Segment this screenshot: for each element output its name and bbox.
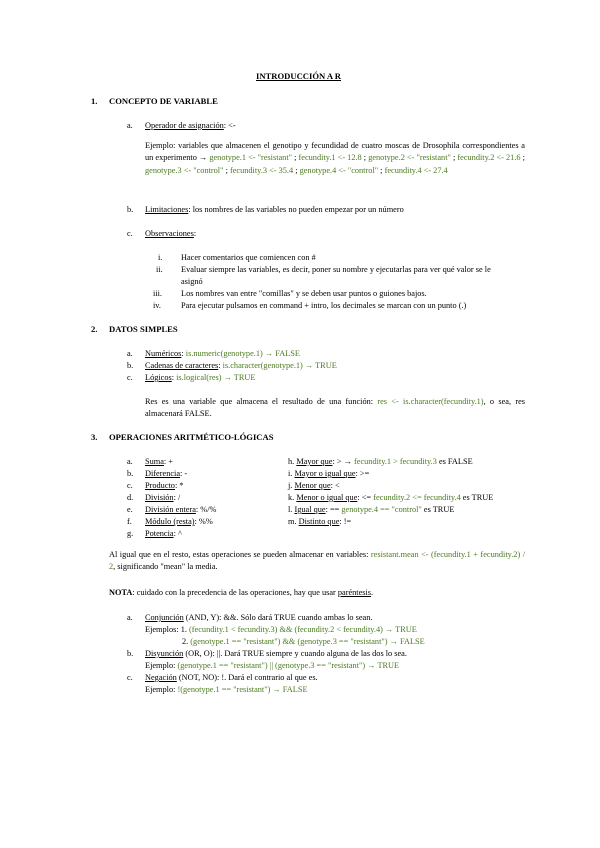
op-mayor-que: h. Mayor que: > → fecundity.1 > fecundity.3 es FALSE: [288, 457, 473, 466]
s1-item-c: Observaciones:: [145, 229, 197, 238]
logic-marker: a.: [127, 613, 133, 622]
s2-item-label: Lógicos: [145, 373, 172, 382]
op-menor-que: j. Menor que: <: [288, 481, 340, 490]
s2-item-marker: a.: [127, 349, 133, 358]
s1-item-b-rest: : los nombres de las variables no pueden empezar por un número: [188, 205, 404, 214]
section-1-title: CONCEPTO DE VARIABLE: [109, 96, 218, 106]
s1-item-b-marker: b.: [127, 205, 134, 214]
nota-label: NOTA: [109, 588, 133, 597]
section-3-title: OPERACIONES ARITMÉTICO-LÓGICAS: [109, 432, 274, 442]
op-division-entera: División entera: %/%: [145, 505, 217, 514]
section-1-number: 1.: [91, 96, 98, 106]
s1-example-paragraph: Ejemplo: variables que almacenen el genotipo y fecundidad de cuatro moscas de Drosophila correspondientes a un experimento → genotype.1 <- "resistant" ; fecundity.1 <- 12.8 ; genotype.2 <- "resistant" ; fecundity.2 <- 21.6 ; genotype.3 <- "control" ; fecundity.3 <- 35.4 ; genotype.4 <- "control" ; fecundity.4 <- 27.4: [145, 141, 525, 175]
s2-item-code: is.numeric(genotype.1) → FALSE: [185, 349, 300, 358]
op-distinto-que: m. Distinto que: !=: [288, 517, 352, 526]
op-suma: Suma: +: [145, 457, 173, 466]
s3-paragraph: Al igual que en el resto, estas operaciones se pueden almacenar en variables: resistant.mean <- (fecundity.1 + fecundity.2) / 2, significando "mean" la media.: [109, 550, 525, 572]
op-marker: c.: [127, 481, 133, 490]
op-division: División: /: [145, 493, 181, 502]
section-2-title: DATOS SIMPLES: [109, 324, 178, 334]
obs-text: Los nombres van entre "comillas" y se deben usar puntos o guiones bajos.: [181, 289, 427, 298]
nota: NOTA: cuidado con la precedencia de las operaciones, hay que usar paréntesis.: [109, 588, 374, 597]
logic-negacion: Negación (NOT, NO): !. Dará el contrario al que es.: [145, 673, 318, 682]
logic-conjuncion: Conjunción (AND, Y): &&. Sólo dará TRUE cuando ambas lo sean.: [145, 613, 373, 622]
op-marker: g.: [127, 529, 134, 538]
obs-marker: ii.: [156, 265, 163, 274]
obs-text-continued: asignó: [181, 277, 203, 286]
s1-item-a-label: Operador de asignación: [145, 121, 224, 130]
section-3-number: 3.: [91, 432, 98, 442]
code-fecundity-2: fecundity.2 <- 21.6: [457, 153, 521, 163]
s1-item-b: [145, 205, 404, 215]
s2-item-marker: b.: [127, 361, 134, 370]
s1-item-c-label: Observaciones: [145, 229, 194, 238]
s2-item-label: Numéricos: [145, 349, 182, 358]
s2-item-numeric: Numéricos: is.numeric(genotype.1) → FALSE: [145, 349, 300, 358]
logic-conjuncion-ex1: Ejemplos: 1. (fecundity.1 < fecundity.3) && (fecundity.2 < fecundity.4) → TRUE: [145, 625, 417, 634]
code-fecundity-3: fecundity.3 <- 35.4: [229, 165, 294, 175]
logic-marker: b.: [127, 649, 134, 658]
s1-item-a: [145, 121, 236, 131]
op-potencia: Potencia: ^: [145, 529, 182, 538]
s2-item-label: Cadenas de caracteres: [145, 361, 219, 370]
s2-item-marker: c.: [127, 373, 133, 382]
op-marker: f.: [127, 517, 132, 526]
s2-item-code: is.character(genotype.1) → TRUE: [222, 361, 337, 370]
code-fecundity-4: fecundity.4 <- 27.4: [384, 165, 448, 175]
op-marker: a.: [127, 457, 133, 466]
s2-code: res <- is.character(fecundity.1): [377, 397, 484, 406]
code-genotype-3: genotype.3 <- "control": [145, 165, 224, 175]
s2-item-character: Cadenas de caracteres: is.character(genotype.1) → TRUE: [145, 361, 337, 370]
code-fecundity-1: fecundity.1 <- 12.8: [298, 153, 362, 163]
op-modulo: Módulo (resta): %%: [145, 517, 213, 526]
logic-conjuncion-ex2: 2. (genotype.1 == "resistant") && (genotype.3 == "resistant") → FALSE: [182, 637, 425, 646]
op-marker: b.: [127, 469, 134, 478]
s1-item-a-rest: : <-: [223, 121, 236, 130]
code-genotype-1: genotype.1 <- "resistant": [209, 153, 293, 163]
s2-paragraph: Res es una variable que almacena el resultado de una función: res <- is.character(fecundity.1), o sea, res almacenará FALSE.: [145, 397, 525, 419]
obs-marker: i.: [158, 253, 163, 262]
obs-text: Evaluar siempre las variables, es decir, poner su nombre y ejecutarlas para ver qué valor se le: [181, 265, 491, 274]
s1-item-b-label: Limitaciones: [145, 205, 189, 214]
obs-text: Para ejecutar pulsamos en command + intro, los decimales se marcan con un punto (.): [181, 301, 467, 310]
logic-negacion-ex: Ejemplo: !(genotype.1 == "resistant") → FALSE: [145, 685, 308, 694]
page-title: INTRODUCCIÓN A R: [256, 71, 341, 81]
obs-marker: iii.: [153, 289, 162, 298]
logic-disyuncion: Disyunción (OR, O): ||. Dará TRUE siempre y cuando alguna de las dos lo sea.: [145, 649, 407, 658]
s1-item-c-marker: c.: [127, 229, 133, 238]
op-diferencia: Diferencia: -: [145, 469, 188, 478]
s3-code: resistant.mean <- (fecundity.1 + fecundity.2) / 2: [109, 550, 525, 572]
logic-disyuncion-ex: Ejemplo: (genotype.1 == "resistant") || (genotype.3 == "resistant") → TRUE: [145, 661, 400, 670]
op-igual-que: l. Igual que: == genotype.4 == "control" es TRUE: [288, 505, 455, 514]
op-menor-igual-que: k. Menor o igual que: <= fecundity.2 <= fecundity.4 es TRUE: [288, 493, 494, 502]
op-producto: Producto: *: [145, 481, 184, 490]
op-marker: e.: [127, 505, 133, 514]
code-genotype-2: genotype.2 <- "resistant": [368, 153, 451, 163]
logic-marker: c.: [127, 673, 133, 682]
s2-item-logical: Lógicos: is.logical(res) → TRUE: [145, 373, 256, 382]
section-2-number: 2.: [91, 324, 98, 334]
obs-text: Hacer comentarios que comiencen con #: [181, 253, 316, 262]
s2-item-code: is.logical(res) → TRUE: [176, 373, 256, 382]
code-genotype-4: genotype.4 <- "control": [299, 165, 379, 175]
op-mayor-igual-que: i. Mayor o igual que: >=: [288, 469, 370, 478]
op-marker: d.: [127, 493, 134, 502]
s1-item-a-marker: a.: [127, 121, 133, 130]
obs-marker: iv.: [153, 301, 161, 310]
s1-example-text: Ejemplo: variables que almacenen el genotipo y fecundidad de cuatro moscas de Drosophila correspondientes a un experimento →: [145, 141, 525, 163]
